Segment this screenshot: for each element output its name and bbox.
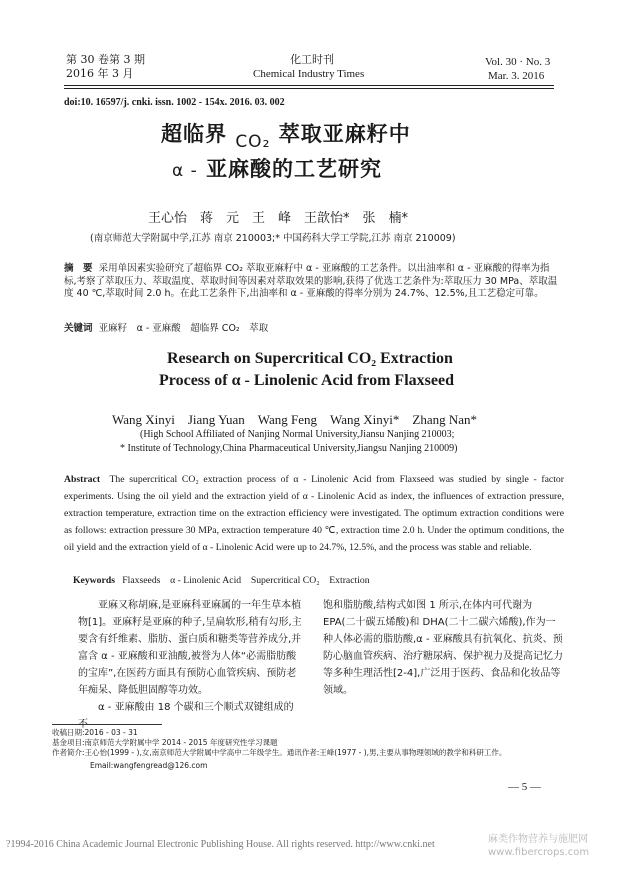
copyright-notice: ?1994-2016 China Academic Journal Electronic Publishing House. All rights reserved. http://www.cnki.net <box>6 839 435 850</box>
affiliation-en-1: (High School Affiliated of Nanjing Normal University,Jiansu Nanjing 210003; <box>140 429 455 440</box>
footnote-fund: 基金项目:南京师范大学附属中学 2014 - 2015 年度研究性学习课题 <box>52 738 278 747</box>
footnote-author: 作者简介:王心怡(1999 - ),女,南京师范大学附属中学高中二年级学生。通讯作者:王峰(1977 - ),男,主要从事物理领域的教学和科研工作。 <box>52 748 507 757</box>
keywords-en-text: Flaxseeds α - Linolenic Acid Supercritical CO₂ Extraction <box>122 575 370 586</box>
title-en-line2: Process of α - Linolenic Acid from Flaxseed <box>159 372 454 389</box>
title-en-line1: Research on Supercritical CO₂ Extraction <box>167 350 453 367</box>
authors-cn: 王心怡 蒋 元 王 峰 王歆怡* 张 楠* <box>148 211 409 226</box>
volume-en: Vol. 30 · No. 3 <box>485 56 551 68</box>
title-cn-part: 超临界 <box>161 122 227 146</box>
header-rule <box>64 85 554 86</box>
abstract-cn-label: 摘 要 <box>64 263 93 274</box>
keywords-cn-text: 亚麻籽 α - 亚麻酸 超临界 CO₂ 萃取 <box>98 323 269 334</box>
abstract-en-text: The supercritical CO₂ extraction process of α - Linolenic Acid from Flaxseed was studied by single - factor experiments. Using the oil yield and the extraction yield of α - Linolenic Acid as index, the influences of extraction pressure, extraction temperature, extraction time on the extraction efficiency were investigated. The optimum extraction conditions were as follows: extraction pressure 30 MPa, extraction temperature 40 ℃, extraction time 2.0 h. Under the optimum conditions, the oil yield and the extraction yield of α - Linolenic Acid were up to 24.7%, 12.5%, and the process was stable and reliable. <box>64 474 564 553</box>
date-en: Mar. 3. 2016 <box>488 70 545 82</box>
footnote-rule <box>52 724 162 725</box>
title-cn-line2 <box>172 153 382 183</box>
body-column-1: 亚麻又称胡麻,是亚麻科亚麻属的一年生草本植物[1]。亚麻籽是亚麻的种子,呈扁软形,稍有勾形,主要含有纤维素、脂肪、蛋白质和糖类等营养成分,并富含 α - 亚麻酸和亚油酸,被誉为人体“必需脂肪酸的宝库”,在医药方面具有预防心血管疾病、预防老年痴呆、降低胆固醇等功效。 α - 亚麻酸由 18 个碳和三个顺式双键组成的不 <box>78 600 302 730</box>
page-number: — 5 — <box>508 781 541 793</box>
title-cn-alpha: α - <box>172 161 198 181</box>
abstract-cn-text: 采用单因素实验研究了超临界 CO₂ 萃取亚麻籽中 α - 亚麻酸的工艺条件。以出油率和 α - 亚麻酸的得率为指标,考察了萃取压力、萃取温度、萃取时间等因素对萃取效果的影响,获得了优选工艺条件为:萃取压力 30 MPa、萃取温度 40 ℃,萃取时间 2.0 h。在此工艺条件下,出油率和 α - 亚麻酸的得率分别为 24.7%、12.5%,且工艺稳定可靠。 <box>64 263 558 299</box>
title-cn-part: 亚麻酸的工艺研究 <box>206 157 383 181</box>
footnote-received: 收稿日期:2016 - 03 - 31 <box>52 728 138 737</box>
affiliation-cn: (南京师范大学附属中学,江苏 南京 210003;* 中国药科大学工学院,江苏 南京 210009) <box>90 233 456 244</box>
authors-en: Wang Xinyi Jiang Yuan Wang Feng Wang Xinyi* Zhang Nan* <box>112 412 478 427</box>
abstract-cn <box>64 263 560 301</box>
header-rule-2 <box>64 88 554 89</box>
title-cn-line1 <box>161 118 411 152</box>
footnote-email: Email:wangfengread@126.com <box>90 761 208 770</box>
volume-cn: 第 30 卷第 3 期 <box>66 53 145 66</box>
keywords-cn-label: 关键词 <box>64 323 93 334</box>
keywords-en-label: Keywords <box>73 575 115 586</box>
title-cn-part: 萃取亚麻籽中 <box>278 122 411 146</box>
abstract-en-label: Abstract <box>64 474 101 485</box>
watermark: 麻类作物营养与施肥网 www.fibercrops.com <box>488 834 590 858</box>
date-cn: 2016 年 3 月 <box>66 67 134 80</box>
doi: doi:10. 16597/j. cnki. issn. 1002 - 154x. 2016. 03. 002 <box>64 97 285 108</box>
keywords-cn <box>64 323 560 336</box>
affiliation-en-2: * Institute of Technology,China Pharmaceutical University,Jiangsu Nanjing 210009) <box>120 443 458 454</box>
keywords-en <box>73 572 370 586</box>
body-column-2: 饱和脂肪酸,结构式如图 1 所示,在体内可代谢为 EPA(二十碳五烯酸)和 DHA(二十二碳六烯酸),作为一种人体必需的脂肪酸,α - 亚麻酸具有抗氧化、抗炎、预防心脑血管疾病、治疗糖尿病、保护视力及提高记忆力等多种生理活性[2-4],广泛用于医药、食品和化妆品等领域。 <box>323 600 563 696</box>
title-cn-co2: CO₂ <box>235 132 271 152</box>
journal-name-cn: 化工时刊 <box>290 53 334 66</box>
journal-name-en: Chemical Industry Times <box>253 68 365 80</box>
abstract-en <box>64 471 564 556</box>
